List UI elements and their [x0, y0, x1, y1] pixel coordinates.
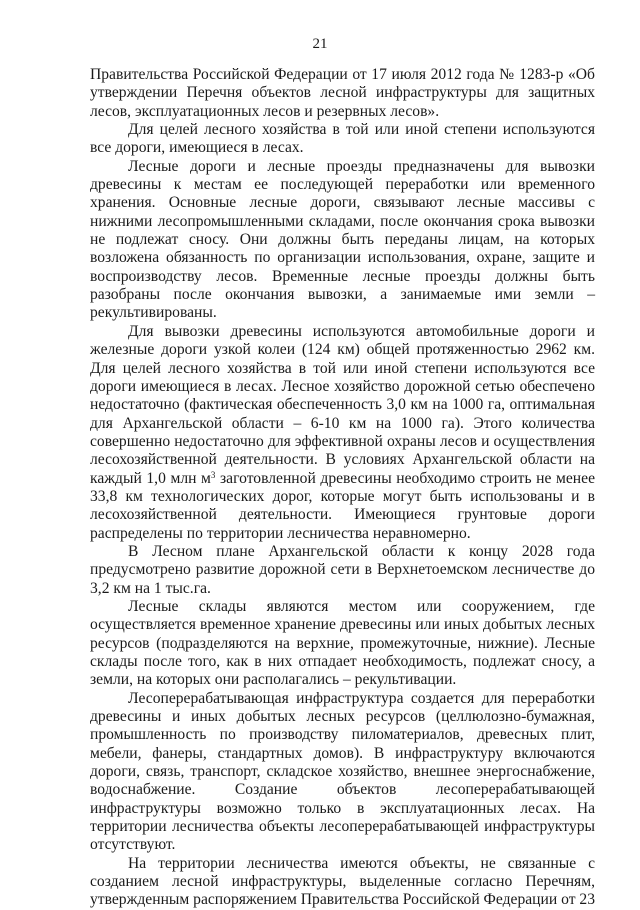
paragraph-forest-warehouses: Лесные склады являются местом или сооружением, где осуществляется временное хранение древесины или иных добытых лесных ресурсов (подразделяются на верхние, промежуточные, нижние). Лесные склады после того, как в них отпадает необходимость, подлежат сносу, а земли, на которых они располагались – рекультивации. — [90, 597, 595, 689]
paragraph-roads-usage: Для целей лесного хозяйства в той или иной степени используются все дороги, имеющиеся в лесах. — [90, 121, 595, 157]
road-network-text-part2: заготовленной древесины необходимо строить не менее 33,8 км технологических дорог, которые могут быть использованы и в лесохозяйственной деятельности. Имеющиеся грунтовые дороги распределены по территории лесничества неравномерно. — [90, 469, 595, 542]
page-number: 21 — [312, 36, 328, 52]
paragraph-other-objects: На территории лесничества имеются объекты, не связанные с созданием лесной инфраструктуры, выделенные согласно Перечням, утвержденным распоряжением Правительства Российской Федерации от 23 — [90, 854, 595, 909]
paragraph-road-network — [90, 323, 595, 543]
paragraph-forest-roads: Лесные дороги и лесные проезды предназначены для вывозки древесины к местам ее последующей переработки или временного хранения. Основные лесные дороги, связывают лесные массивы с нижними лесопромышленными складами, после окончания срока вывозки не подлежат сносу. Они должны быть переданы лицам, на которых возложена обязанность по организации использования, охране, защите и воспроизводству лесов. Временные лесные проезды должны быть разобраны после окончания вывозки, а занимаемые ими земли – рекультивированы. — [90, 157, 595, 322]
paragraph-forest-plan: В Лесном плане Архангельской области к концу 2028 года предусмотрено развитие дорожной сети в Верхнетоемском лесничестве до 3,2 км на 1 тыс.га. — [90, 542, 595, 597]
superscript-cubic: 3 — [210, 469, 216, 480]
paragraph-processing-infrastructure: Лесоперерабатывающая инфраструктура создается для переработки древесины и иных добытых лесных ресурсов (целлюлозно-бумажная, промышленность по производству пиломатериалов, древесных плит, мебели, фанеры, стандартных домов). В инфраструктуру включаются дороги, связь, транспорт, складское хозяйство, внешнее энергоснабжение, водоснабжение. Создание объектов лесоперерабатывающей инфраструктуры возможно только в эксплуатационных лесах. На территории лесничества объекты лесоперерабатывающей инфраструктуры отсутствуют. — [90, 689, 595, 854]
road-network-text-part1: Для вывозки древесины используются автомобильные дороги и железные дороги узкой колеи (124 км) общей протяженностью 2962 км. Для целей лесного хозяйства в той или иной степени используются все дороги имеющиеся в лесах. Лесное хозяйство дорожной сетью обеспечено недостаточно (фактическая обеспеченность 3,0 км на 1000 га, оптимальная для Архангельской области – 6-10 км на 1000 га). Этого количества совершенно недостаточно для эффективной охраны лесов и осуществления лесохозяйственной деятельности. В условиях Архангельской области на каждый 1,0 млн м — [90, 322, 595, 487]
document-body — [90, 66, 595, 910]
paragraph-continuation: Правительства Российской Федерации от 17 июля 2012 года № 1283-р «Об утверждении Перечня объектов лесной инфраструктуры для защитных лесов, эксплуатационных лесов и резервных лесов». — [90, 66, 595, 120]
